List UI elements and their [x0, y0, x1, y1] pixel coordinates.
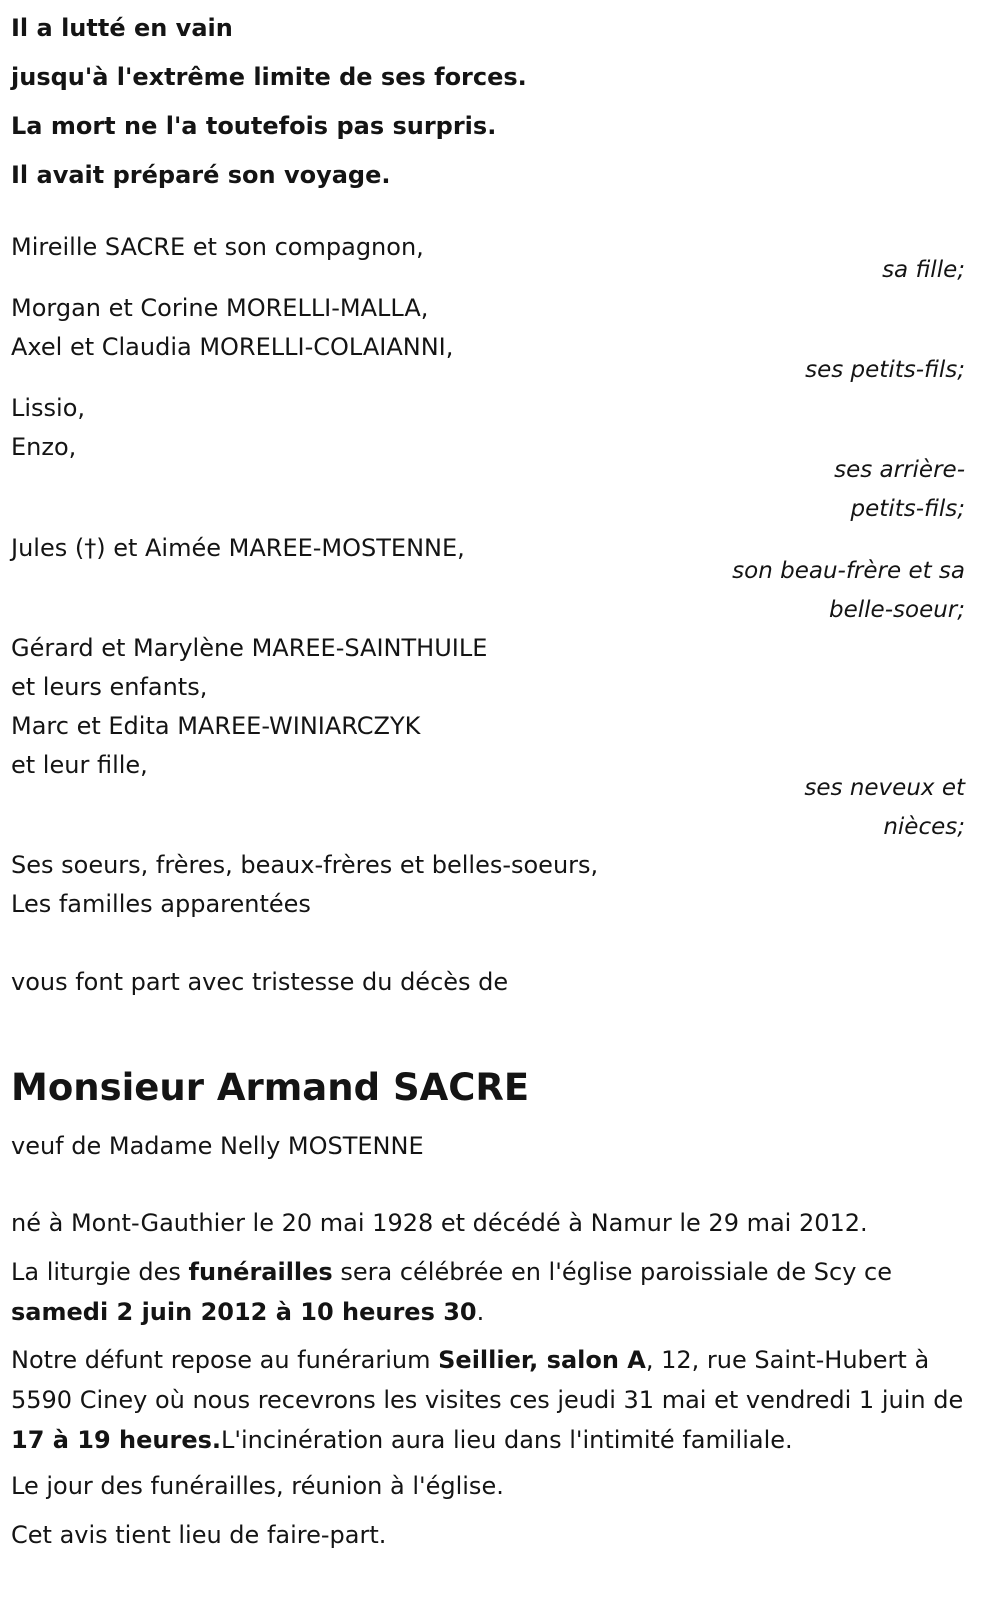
grandson-line: Axel et Claudia MORELLI-COLAIANNI, [11, 333, 454, 361]
poem-line: Il avait préparé son voyage. [11, 161, 391, 189]
poem-line: Il a lutté en vain [11, 14, 233, 42]
nephews-role: nièces; [883, 814, 965, 840]
nephew-line: Marc et Edita MAREE-WINIARCZYK [11, 712, 421, 740]
rest-text: L'incinération aura lieu dans l'intimité familiale. [221, 1426, 793, 1454]
deceased-name: Monsieur Armand SACRE [11, 1066, 530, 1109]
liturgy-date: samedi 2 juin 2012 à 10 heures 30 [11, 1298, 477, 1326]
poem [11, 4, 711, 200]
nephew-line: Gérard et Marylène MAREE-SAINTHUILE [11, 634, 488, 662]
poem-line: La mort ne l'a toutefois pas surpris. [11, 112, 497, 140]
great-grandson-line: Enzo, [11, 433, 77, 461]
announcement: vous font part avec tristesse du décès de [11, 968, 509, 996]
rest-funeral-home: Seillier, salon A [438, 1346, 646, 1374]
meeting-line: Le jour des funérailles, réunion à l'église. [11, 1472, 504, 1500]
liturgy-text: . [476, 1298, 485, 1326]
notice-line: Cet avis tient lieu de faire-part. [11, 1521, 387, 1549]
great-grandsons-role: petits-fils; [850, 496, 965, 522]
nephews-role: ses neveux et [804, 775, 965, 801]
daughter-line: Mireille SACRE et son compagnon, [11, 233, 424, 261]
in-law-role: son beau-frère et sa [732, 558, 965, 584]
liturgy-text: sera célébrée en l'église paroissiale de Scy ce [332, 1258, 892, 1286]
great-grandsons-role: ses arrière- [834, 457, 965, 483]
liturgy-text: La liturgie des [11, 1258, 189, 1286]
nephew-line: et leur fille, [11, 751, 148, 779]
grandsons-role: ses petits-fils; [805, 357, 965, 383]
widower-of: veuf de Madame Nelly MOSTENNE [11, 1132, 424, 1160]
liturgy-bold: funérailles [188, 1258, 333, 1286]
in-law-role: belle-soeur; [829, 597, 965, 623]
daughter-role: sa fille; [882, 257, 965, 283]
relatives-line: Les familles apparentées [11, 890, 311, 918]
in-law-line: Jules (†) et Aimée MAREE-MOSTENNE, [11, 534, 465, 562]
poem-line: jusqu'à l'extrême limite de ses forces. [11, 63, 527, 91]
rest-text: Notre défunt repose au funérarium [11, 1346, 439, 1374]
relatives-line: Ses soeurs, frères, beaux-frères et belles-soeurs, [11, 851, 599, 879]
nephew-line: et leurs enfants, [11, 673, 208, 701]
great-grandson-line: Lissio, [11, 394, 86, 422]
rest-hours: 17 à 19 heures. [11, 1426, 222, 1454]
rest-text: , 12, rue Saint-Hubert à 5590 Ciney où nous recevrons les visites ces jeudi 31 mai et vendredi 1 juin de [11, 1346, 964, 1414]
rest-paragraph [11, 1340, 991, 1460]
birth-death: né à Mont-Gauthier le 20 mai 1928 et décédé à Namur le 29 mai 2012. [11, 1209, 868, 1237]
grandson-line: Morgan et Corine MORELLI-MALLA, [11, 294, 429, 322]
liturgy-paragraph [11, 1252, 991, 1332]
